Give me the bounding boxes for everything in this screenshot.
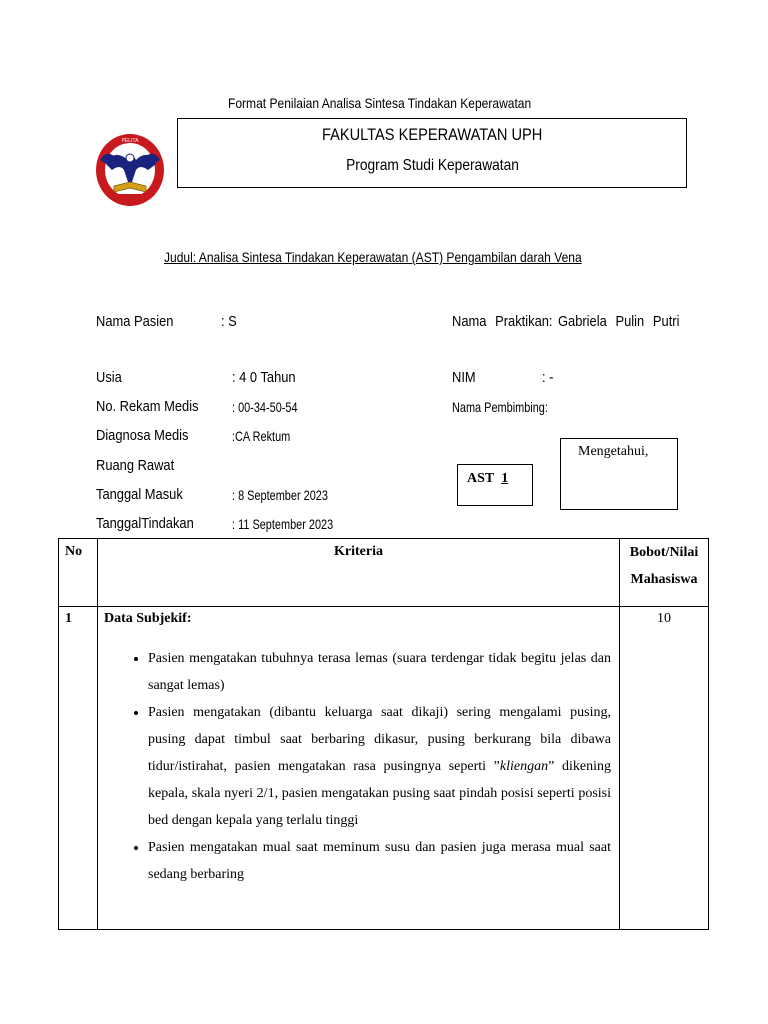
medical-record-label: No. Rekam Medis — [96, 398, 199, 415]
procedure-date-label: TanggalTindakan — [96, 515, 194, 532]
patient-name-value: : S — [221, 313, 237, 330]
faculty-header-box — [177, 118, 687, 188]
row-number: 1 — [59, 607, 98, 930]
ast-label: AST — [467, 471, 495, 486]
practitioner-name-value: Gabriela Pulin Putri — [558, 313, 680, 330]
format-title: Format Penilaian Analisa Sintesa Tindakan Keperawatan — [228, 95, 532, 111]
acknowledgement-label: Mengetahui, — [578, 444, 649, 459]
ast-number: 1 — [501, 471, 509, 486]
list-item: • Pasien mengatakan (dibantu keluarga saat dikaji) sering mengalami pusing, pusing dapat timbul saat berbaring dikasur, pusing berkurang bila dibawa tidur/istirahat, pasien mengatakan rasa pusingnya seperti ”kliengan” dikening kepala, skala nyeri 2/1, pasien mengatakan pusing saat pindah posisi seperti posisi bed dengan kepala yang terlalu tinggi — [148, 699, 611, 834]
admission-date-value: : 8 September 2023 — [232, 487, 328, 503]
header-kriteria: Kriteria — [98, 539, 620, 607]
procedure-date-value: : 11 September 2023 — [232, 516, 334, 532]
ward-label: Ruang Rawat — [96, 457, 175, 474]
practitioner-name-label: Nama Praktikan: — [452, 313, 553, 330]
nim-value: : - — [542, 369, 554, 386]
diagnosis-label: Diagnosa Medis — [96, 427, 189, 444]
diagnosis-value: :CA Rektum — [232, 428, 291, 444]
criteria-table — [58, 538, 709, 930]
svg-text:PELITA: PELITA — [121, 138, 139, 144]
patient-name-label: Nama Pasien — [96, 313, 174, 330]
admission-date-label: Tanggal Masuk — [96, 486, 183, 503]
program-name: Program Studi Keperawatan — [345, 157, 519, 174]
header-no: No — [59, 539, 98, 607]
supervisor-label: Nama Pembimbing: — [452, 399, 548, 415]
section-title: Data Subjekif: — [104, 611, 192, 626]
age-value: : 4 0 Tahun — [232, 369, 296, 386]
university-logo-icon — [92, 130, 168, 210]
list-item: • Pasien mengatakan mual saat meminum susu dan pasien juga merasa mual saat sedang berbaring — [148, 834, 611, 888]
document-title: Judul: Analisa Sintesa Tindakan Keperawatan (AST) Pengambilan darah Vena — [164, 249, 582, 265]
ast-box — [457, 464, 533, 506]
acknowledgement-box — [560, 438, 678, 510]
row-score: 10 — [620, 607, 709, 930]
faculty-name: FAKULTAS KEPERAWATAN UPH — [321, 125, 543, 144]
row-criteria — [98, 607, 620, 930]
age-label: Usia — [96, 369, 122, 386]
medical-record-value: : 00-34-50-54 — [232, 399, 298, 415]
header-bobot: Bobot/Nilai Mahasiswa — [620, 539, 709, 607]
list-item: • Pasien mengatakan tubuhnya terasa lemas (suara terdengar tidak begitu jelas dan sangat lemas) — [148, 645, 611, 699]
nim-label: NIM — [452, 369, 476, 386]
table-header-row — [59, 539, 709, 607]
table-row — [59, 607, 709, 930]
criteria-list — [104, 645, 611, 888]
